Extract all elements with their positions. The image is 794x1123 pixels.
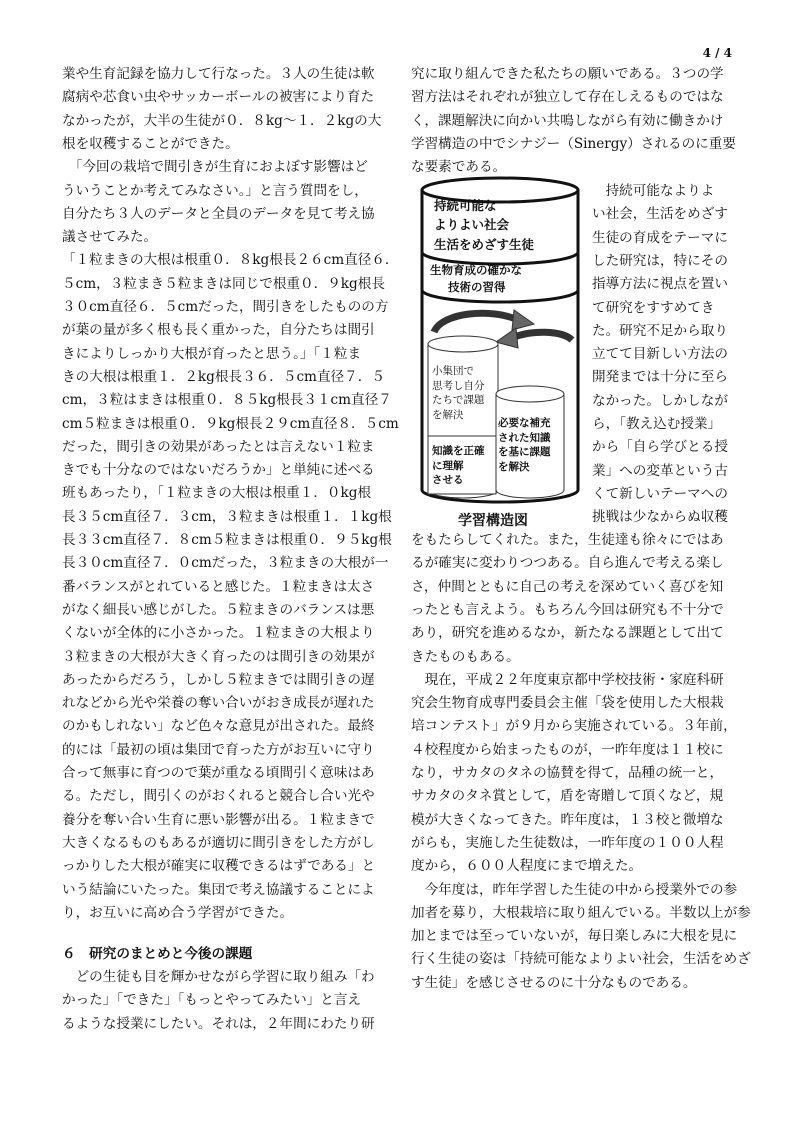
text-line: な要素である。 — [411, 159, 507, 176]
text-line: 「１粒まきの大根は根重０．８kg根長２６cm直径６． — [62, 252, 399, 269]
text-line: 生徒の育成をテーマに — [592, 229, 728, 246]
learning-structure-diagram — [412, 172, 588, 529]
text-line: cm，３粒はまきは根重０．８５kg根長３１cm直径７ — [62, 392, 392, 409]
text-line: がらも，実施した生徒数は，一昨年度の１００人程 — [411, 834, 724, 851]
text-line: 根を収穫することができた。 — [62, 135, 239, 152]
diagram-middle-label — [430, 262, 522, 297]
text-line: 業」への変革という古 — [592, 462, 728, 479]
text-line: なり，サカタのタネの協賛を得て，品種の統一と， — [411, 765, 724, 781]
text-line: くないが全体的に小さかった。１粒まきの大根より — [62, 625, 375, 642]
text-line: 番バランスがとれていると感じた。１粒まきは太さ — [62, 578, 375, 595]
text-line: り，お互いに高め合う学習ができた。 — [62, 904, 294, 921]
diagram-knowledge-line-3: させる — [432, 474, 464, 487]
text-line: きたものもある。 — [411, 648, 520, 665]
text-line: 挑戦は少なからぬ収穫 — [592, 509, 728, 526]
text-line: た。研究不足から取り — [592, 322, 728, 339]
text-line: い社会，生活をめざす — [592, 206, 728, 223]
text-line: 大きくなるものもあるが適切に間引きをした方がし — [62, 834, 375, 851]
diagram-knowledge-line-1: 知識を正確 — [432, 445, 485, 457]
diagram-knowledge-label — [432, 444, 485, 488]
text-line: cm５粒まきは根重０．９kg根長２９cm直径８．５cm — [62, 415, 399, 432]
text-line: くて新しいテーマへの — [592, 485, 728, 502]
text-line: サカタのタネ賞として，盾を寄贈して頂くなど，規 — [411, 788, 724, 805]
text-line: 習方法はそれぞれが独立して存在しえるものではな — [411, 89, 724, 106]
text-line: す生徒」を感じさせるのに十分なものである。 — [411, 974, 697, 991]
diagram-supplement-line-1: 必要な補充 — [498, 417, 551, 429]
text-line: さ，仲間とともに自己の考えを深めていく喜びを知 — [411, 578, 724, 595]
diagram-top-line-1: 持続可能な — [434, 198, 497, 213]
diagram-knowledge-line-2: に理解 — [432, 459, 464, 472]
text-line: いう結論にいたった。集団で考え協議することによ — [62, 881, 375, 898]
text-line: 模が大きくなってきた。昨年度は，１３校と微増な — [411, 811, 724, 828]
text-line: だった，間引きの効果があったとは言えない１粒ま — [62, 438, 375, 455]
text-line: 長３５cm直径７．３cm，３粒まきは根重１．１kg根 — [62, 508, 392, 525]
text-line: 開発までは十分に至ら — [592, 369, 728, 386]
text-line: 加者を募り，大根栽培に取り組んでいる。半数以上が参 — [411, 904, 751, 921]
text-line: 持続可能なよりよ — [592, 183, 715, 199]
text-line: 学習構造の中でシナジー（Sinergy）されるのに重要 — [411, 135, 736, 152]
diagram-top-line-2: よりよい社会 — [434, 217, 510, 233]
diagram-supplement-line-2: された知識 — [498, 431, 551, 444]
text-line: をもたらしてくれた。また，生徒達も徐々にではあ — [411, 532, 724, 548]
text-line: 議させてみた。 — [62, 229, 158, 246]
text-line: が葉の量が多く根も長く重かった，自分たちは間引 — [62, 322, 375, 339]
diagram-supplement-line-4: を解決 — [498, 461, 530, 474]
text-line: 自分たち３人のデータと全員のデータを見て考え協 — [62, 205, 375, 222]
text-line: 養分を奪い合い生育に悪い影響が出る。１粒まきで — [62, 811, 375, 828]
text-line: 班もあったり，「１粒まきの大根は根重１．０kg根 — [62, 485, 372, 502]
text-line: から「自ら学びとる授 — [592, 439, 728, 456]
diagram-top-line-3: 生活をめざす生徒 — [434, 236, 535, 252]
text-line: のかもしれない」など色々な意見が出された。最終 — [62, 718, 375, 735]
text-line: 指導方法に視点を置い — [592, 276, 728, 293]
text-line: るが確実に変わりつつある。自ら進んで考える楽し — [411, 555, 724, 572]
text-line: 培コンテスト」が９月から実施されている。３年前， — [411, 718, 737, 735]
text-line: ５cm，３粒まき５粒まきは同じで根重０．９kg根長 — [62, 275, 385, 292]
text-line: 腐病や芯食い虫やサッカーボールの被害により育た — [62, 89, 375, 106]
diagram-group-line-3: たちで課題 — [432, 394, 485, 407]
text-line: ったとも言えよう。もちろん今回は研究も不十分で — [411, 601, 724, 618]
text-line: 行く生徒の姿は「持続可能なよりよい社会，生活をめざ — [411, 951, 751, 968]
text-line: る。ただし，間引くのがおくれると競合し合い光や — [62, 788, 375, 805]
text-line: ３粒まきの大根が大きく育ったのは間引きの効果が — [62, 648, 375, 665]
text-line: かった」「できた」「もっとやってみたい」と言え — [62, 992, 362, 1009]
text-line: 「今回の栽培で間引きが生育におよぼす影響はど — [62, 159, 368, 176]
text-line: あったからだろう，しかし５粒まきでは間引きの遅 — [62, 671, 375, 688]
text-line: あり，研究を進めるなか，新たなる課題として出て — [411, 625, 724, 642]
diagram-middle-line-2: 技術の習得 — [448, 280, 506, 295]
diagram-middle-line-1: 生物育成の確かな — [430, 263, 522, 277]
text-line: ら，「教え込む授業」 — [592, 416, 722, 432]
diagram-group-line-2: 思考し自分 — [432, 379, 485, 392]
text-line: 加とまでは至っていないが，毎日楽しみに大根を見に — [411, 928, 738, 945]
text-line: ４校程度から始まったものが，一昨年度は１１校に — [411, 741, 724, 758]
diagram-group-line-1: 小集団で — [432, 365, 474, 377]
text-line: ３０cm直径６．５cmだった，間引きをしたものの方 — [62, 299, 389, 315]
text-line: 業や生育記録を協力して行なった。３人の生徒は軟 — [62, 66, 375, 82]
text-line: きによりしっかり大根が育ったと思う。」「１粒ま — [62, 345, 362, 362]
text-line: く，課題解決に向かい共鳴しながら有効に働きかけ — [411, 112, 724, 129]
diagram-group-line-4: を解決 — [432, 409, 464, 422]
text-line: 的には「最初の頃は集団で育った方がお互いに守り — [62, 741, 375, 758]
section-heading: ６ 研究のまとめと今後の課題 — [62, 946, 253, 962]
diagram-supplement-line-3: を基に課題 — [498, 446, 551, 459]
text-line: っかりした大根が確実に収穫できるはずである」と — [62, 858, 376, 875]
text-line: 今年度は，昨年学習した生徒の中から授業外での参 — [411, 881, 738, 898]
text-line: がなく細長い感じがした。５粒まきのバランスは悪 — [62, 601, 375, 618]
text-line: なかったが，大半の生徒が０．８kg～１．２kgの大 — [62, 112, 382, 129]
text-line: なかった。しかしなが — [592, 392, 728, 409]
text-line: ういうことか考えてみなさい。」と言う質問をし， — [62, 182, 368, 199]
text-line: 合って無事に育つので葉が重なる頃間引く意味はあ — [62, 765, 375, 781]
text-line: どの生徒も目を輝かせながら学習に取り組み「わ — [62, 969, 375, 985]
text-line: 究に取り組んできた私たちの願いである。３つの学 — [411, 66, 724, 82]
diagram-top-label — [434, 196, 534, 254]
diagram-supplement-label — [498, 416, 551, 475]
text-line: 究会生物育成専門委員会主催「袋を使用した大根栽 — [411, 695, 724, 712]
text-line: した研究は，特にその — [592, 252, 728, 269]
diagram-caption: 学習構造図 — [458, 513, 528, 529]
text-line: て研究をすすめてき — [592, 299, 715, 316]
diagram-group-label — [432, 364, 485, 423]
text-line: 立てて目新しい方法の — [592, 346, 728, 363]
page-number: 4 / 4 — [702, 46, 732, 60]
text-line: 長３０cm直径７．０cmだった，３粒まきの大根が一 — [62, 555, 389, 572]
text-line: きでも十分なのではないだろうか」と単純に述べる — [62, 462, 375, 479]
text-line: きの大根は根重１．２kg根長３６．５cm直径７．５ — [62, 368, 385, 385]
text-line: 度から，６００人程度にまで増えた。 — [411, 858, 643, 875]
text-line: 現在，平成２２年度東京都中学校技術・家庭科研 — [411, 671, 724, 688]
text-line: るような授業にしたい。それは，２年間にわたり研 — [62, 1015, 375, 1032]
text-line: れなどから光や栄養の奪い合いがおき成長が遅れた — [62, 695, 375, 712]
text-line: 長３３cm直径７．８cm５粒まきは根重０．９５kg根 — [62, 532, 392, 548]
